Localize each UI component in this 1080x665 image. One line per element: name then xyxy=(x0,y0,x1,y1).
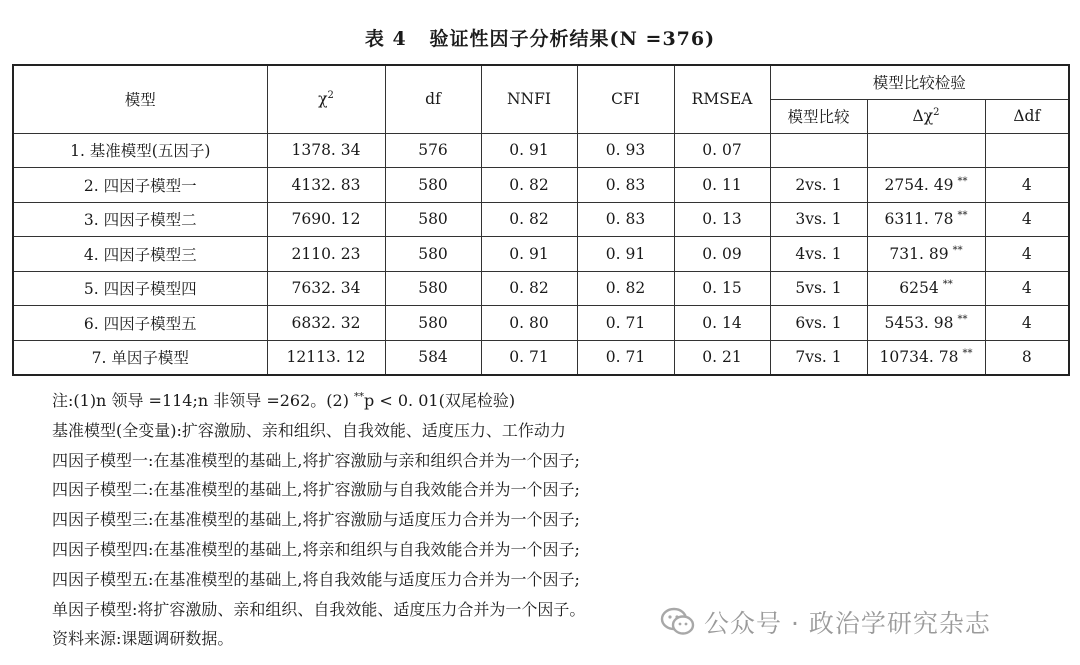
cell-compare: 6vs. 1 xyxy=(770,306,867,341)
table-row xyxy=(13,133,1069,168)
cell-cfi: 0. 83 xyxy=(577,202,674,237)
header-delta-chi2-sup: 2 xyxy=(933,106,940,118)
header-chi2-sup: 2 xyxy=(327,90,334,102)
cell-nnfi: 0. 82 xyxy=(481,168,577,203)
cell-delta-chi2 xyxy=(867,168,985,203)
header-nnfi: NNFI xyxy=(481,65,577,133)
cell-delta-chi2 xyxy=(867,271,985,306)
cell-chi2: 12113. 12 xyxy=(267,340,385,375)
cell-model: 5. 四因子模型四 xyxy=(13,271,267,306)
cell-chi2: 6832. 32 xyxy=(267,306,385,341)
watermark-text: 公众号 · 政治学研究杂志 xyxy=(704,609,991,638)
significance-marker: ** xyxy=(952,244,963,256)
cell-model: 4. 四因子模型三 xyxy=(13,237,267,272)
cell-df: 584 xyxy=(385,340,481,375)
cell-model: 1. 基准模型(五因子) xyxy=(13,133,267,168)
cell-nnfi: 0. 71 xyxy=(481,340,577,375)
note-significance-sup: ** xyxy=(354,391,365,403)
significance-marker: ** xyxy=(942,279,953,291)
cell-rmsea: 0. 11 xyxy=(674,168,770,203)
header-chi2-symbol: χ xyxy=(318,90,328,109)
cell-df: 580 xyxy=(385,271,481,306)
header-df: df xyxy=(385,65,481,133)
significance-marker: ** xyxy=(957,210,968,222)
cell-chi2: 2110. 23 xyxy=(267,237,385,272)
note-line: 基准模型(全变量):扩容激励、亲和组织、自我效能、适度压力、工作动力 xyxy=(52,420,566,440)
header-model: 模型 xyxy=(13,65,267,133)
header-chi2 xyxy=(267,65,385,133)
cell-cfi: 0. 93 xyxy=(577,133,674,168)
cell-nnfi: 0. 82 xyxy=(481,202,577,237)
cell-delta-chi2-value: 10734. 78 xyxy=(879,348,959,366)
significance-marker: ** xyxy=(957,313,968,325)
cell-delta-df: 8 xyxy=(985,340,1069,375)
note-source: 资料来源:课题调研数据。 xyxy=(52,629,234,649)
header-cfi: CFI xyxy=(577,65,674,133)
cell-cfi: 0. 71 xyxy=(577,340,674,375)
cell-delta-df: 4 xyxy=(985,306,1069,341)
table-row xyxy=(13,202,1069,237)
note-line: 四因子模型一:在基准模型的基础上,将扩容激励与亲和组织合并为一个因子; xyxy=(52,450,580,470)
cell-cfi: 0. 83 xyxy=(577,168,674,203)
cell-delta-df xyxy=(985,133,1069,168)
cell-model: 7. 单因子模型 xyxy=(13,340,267,375)
cell-delta-chi2 xyxy=(867,306,985,341)
note-line: 四因子模型五:在基准模型的基础上,将自我效能与适度压力合并为一个因子; xyxy=(52,569,580,589)
note-line: 四因子模型二:在基准模型的基础上,将扩容激励与自我效能合并为一个因子; xyxy=(52,480,580,500)
cell-chi2: 7690. 12 xyxy=(267,202,385,237)
cell-delta-chi2-value: 6254 xyxy=(899,279,939,298)
cell-compare: 7vs. 1 xyxy=(770,340,867,375)
note-line-1 xyxy=(52,386,585,416)
cell-delta-df: 4 xyxy=(985,271,1069,306)
cell-cfi: 0. 82 xyxy=(577,271,674,306)
cell-delta-df: 4 xyxy=(985,202,1069,237)
header-delta-chi2-symbol: Δχ xyxy=(912,107,934,125)
cell-delta-df: 4 xyxy=(985,237,1069,272)
cell-model: 2. 四因子模型一 xyxy=(13,168,267,203)
cell-delta-chi2-value: 2754. 49 xyxy=(884,175,954,194)
cell-delta-chi2-value: 6311. 78 xyxy=(884,210,954,229)
cfa-results-table xyxy=(12,64,1070,376)
cell-compare: 4vs. 1 xyxy=(770,237,867,272)
cell-compare xyxy=(770,133,867,168)
cell-df: 580 xyxy=(385,202,481,237)
watermark xyxy=(660,604,991,640)
wechat-icon xyxy=(660,607,696,637)
cell-cfi: 0. 91 xyxy=(577,237,674,272)
cell-df: 576 xyxy=(385,133,481,168)
significance-marker: ** xyxy=(957,175,968,187)
cell-rmsea: 0. 15 xyxy=(674,271,770,306)
cell-compare: 3vs. 1 xyxy=(770,202,867,237)
table-row xyxy=(13,271,1069,306)
table-notes xyxy=(52,386,585,654)
cell-model: 6. 四因子模型五 xyxy=(13,306,267,341)
table-row xyxy=(13,306,1069,341)
table-row xyxy=(13,237,1069,272)
cell-rmsea: 0. 14 xyxy=(674,306,770,341)
cell-df: 580 xyxy=(385,237,481,272)
table-row xyxy=(13,340,1069,375)
header-compare: 模型比较 xyxy=(770,99,867,133)
cell-delta-chi2-value: 5453. 98 xyxy=(884,313,954,332)
cell-chi2: 7632. 34 xyxy=(267,271,385,306)
cell-rmsea: 0. 07 xyxy=(674,133,770,168)
cell-nnfi: 0. 80 xyxy=(481,306,577,341)
cell-rmsea: 0. 13 xyxy=(674,202,770,237)
note-line: 四因子模型三:在基准模型的基础上,将扩容激励与适度压力合并为一个因子; xyxy=(52,510,580,530)
cell-nnfi: 0. 82 xyxy=(481,271,577,306)
cell-model: 3. 四因子模型二 xyxy=(13,202,267,237)
cell-compare: 2vs. 1 xyxy=(770,168,867,203)
note-line-1-a: 注:(1)n 领导 =114;n 非领导 =262。(2) xyxy=(52,391,355,410)
significance-marker: ** xyxy=(962,347,973,359)
header-delta-chi2 xyxy=(867,99,985,133)
note-line: 四因子模型四:在基准模型的基础上,将亲和组织与自我效能合并为一个因子; xyxy=(52,539,580,559)
cell-chi2: 1378. 34 xyxy=(267,133,385,168)
cell-df: 580 xyxy=(385,168,481,203)
cell-df: 580 xyxy=(385,306,481,341)
cell-delta-chi2 xyxy=(867,202,985,237)
table-title: 表 4 验证性因子分析结果(N =376) xyxy=(364,28,716,50)
cell-nnfi: 0. 91 xyxy=(481,133,577,168)
header-delta-df: Δdf xyxy=(985,99,1069,133)
note-line: 单因子模型:将扩容激励、亲和组织、自我效能、适度压力合并为一个因子。 xyxy=(52,599,586,619)
note-line-1-b: p < 0. 01(双尾检验) xyxy=(364,391,516,410)
header-rmsea: RMSEA xyxy=(674,65,770,133)
table-row xyxy=(13,168,1069,203)
cell-cfi: 0. 71 xyxy=(577,306,674,341)
cell-delta-chi2 xyxy=(867,237,985,272)
cell-nnfi: 0. 91 xyxy=(481,237,577,272)
cell-delta-df: 4 xyxy=(985,168,1069,203)
cell-compare: 5vs. 1 xyxy=(770,271,867,306)
cell-delta-chi2 xyxy=(867,340,985,375)
header-group-comparison: 模型比较检验 xyxy=(770,65,1069,99)
cell-rmsea: 0. 21 xyxy=(674,340,770,375)
cell-chi2: 4132. 83 xyxy=(267,168,385,203)
cell-delta-chi2 xyxy=(867,133,985,168)
cell-delta-chi2-value: 731. 89 xyxy=(889,244,949,263)
cell-rmsea: 0. 09 xyxy=(674,237,770,272)
